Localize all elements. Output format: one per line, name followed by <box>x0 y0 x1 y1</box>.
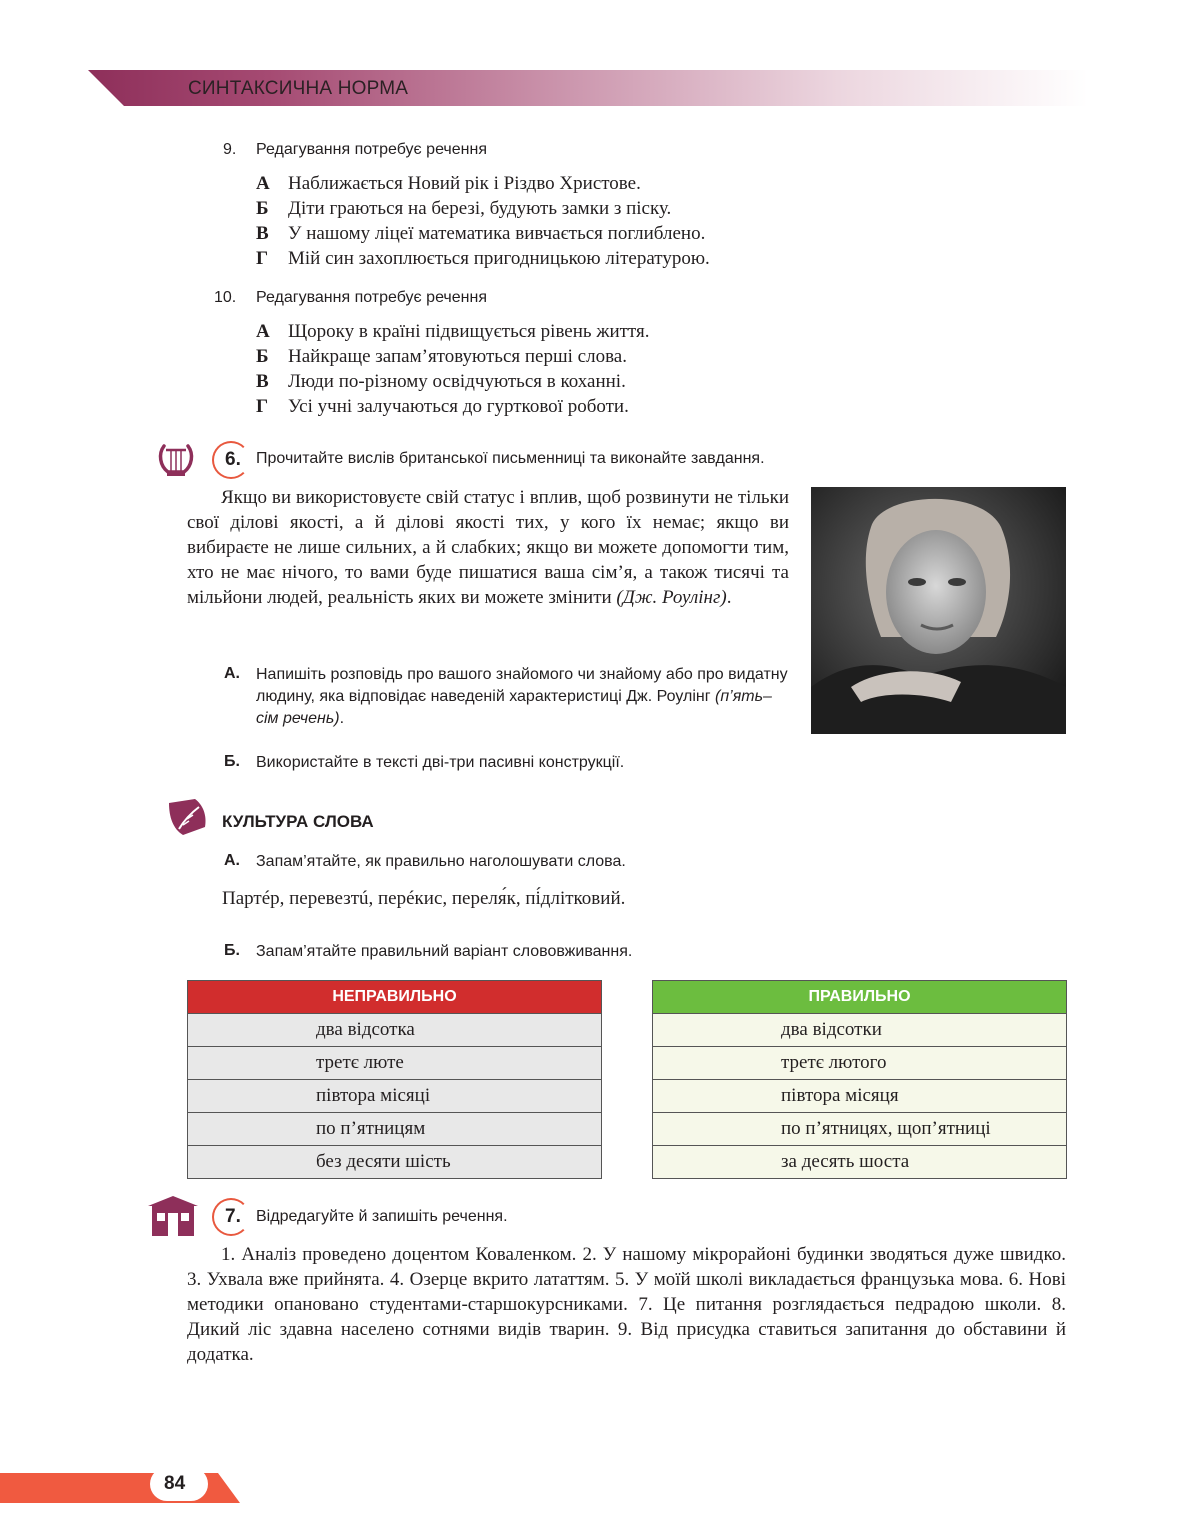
page-number: 84 <box>164 1473 186 1494</box>
stress-words: Партéр, перевезтú, перéкис, переля́к, пі́длітковий. <box>222 888 626 909</box>
task-7-instruction: Відредагуйте й запишіть речення. <box>256 1208 508 1225</box>
table-cell: два відсотки <box>653 1014 1067 1047</box>
table-row <box>188 1080 602 1113</box>
question-10-options <box>256 319 649 419</box>
lyre-icon <box>156 440 196 480</box>
culture-section-title: КУЛЬТУРА СЛОВА <box>222 812 374 831</box>
option: Г Мій син захоплюється пригодницькою літературою. <box>256 248 710 269</box>
question-9-number: 9. <box>223 141 237 158</box>
page-section-title: СИНТАКСИЧНА НОРМА <box>188 78 409 99</box>
house-icon <box>146 1194 200 1238</box>
correct-header: ПРАВИЛЬНО <box>653 981 1067 1014</box>
table-cell: без десяти шість <box>188 1146 602 1179</box>
option: А Щороку в країні підвищується рівень життя. <box>256 321 650 342</box>
table-cell: за десять шоста <box>653 1146 1067 1179</box>
option: А Наближається Новий рік і Різдво Христове. <box>256 173 641 194</box>
author-portrait-image <box>811 487 1066 734</box>
table-row <box>653 1113 1067 1146</box>
task-7-sentences: 1. Аналіз проведено доцентом Коваленком. 2. У нашому мікрорайоні будинки зводяться дуже швидко. 3. Ухвала вже прийнята. 4. Озерце вкрито лататтям. 5. У моїй школі викладається французька мова. 6. Нові методики опановано студентами-старшокурсниками. 7. Це питання розглядається педрадою школи. 8. Дикий ліс здавна населено сотнями видів тварин. 9. Від присудка ставиться запитання до обставини й додатка. <box>187 1244 1066 1365</box>
incorrect-header: НЕПРАВИЛЬНО <box>188 981 602 1014</box>
option: Б Найкраще запам’ятовуються перші слова. <box>256 346 627 367</box>
task-6-sub-b-letter: Б. <box>224 753 240 770</box>
option: В У нашому ліцеї математика вивчається поглиблено. <box>256 223 706 244</box>
table-cell: два відсотка <box>188 1014 602 1047</box>
culture-a-text: Запам’ятайте, як правильно наголошувати слова. <box>256 853 626 870</box>
task-6-quote: Якщо ви використовуєте свій статус і вплив, щоб розвинути не тільки свої ділові якості, а й ділові якості тих, у кого їх немає; якщо ви вибираєте не лише сильних, а й слабких; якщо ви можете допомогти тим, хто не має нічого, то вами буде пишатися ваша сім’я, а також тисячі та мільйони людей, реальність яких ви можете змінити (Дж. Роулінг). <box>187 487 789 608</box>
option: В Люди по-різному освідчуються в коханні. <box>256 371 626 392</box>
correct-usage-table <box>652 980 1067 1179</box>
table-cell: третє лютого <box>653 1047 1067 1080</box>
question-10-text: Редагування потребує речення <box>256 289 487 306</box>
table-row <box>188 1113 602 1146</box>
table-row <box>188 1146 602 1179</box>
task-7-number-badge: 7. <box>212 1198 250 1236</box>
option: Б Діти граються на березі, будують замки з піску. <box>256 198 672 219</box>
task-6-sub-b-text: Використайте в тексті дві-три пасивні конструкції. <box>256 754 625 771</box>
option: Г Усі учні залучаються до гурткової роботи. <box>256 396 629 417</box>
table-cell: по п’ятницях, щоп’ятниці <box>653 1113 1067 1146</box>
task-6-number-badge: 6. <box>212 441 250 479</box>
task-6-instruction: Прочитайте вислів британської письменниці та виконайте завдання. <box>256 450 765 467</box>
task-6-sub-a-text: Напишіть розповідь про вашого знайомого чи знайому або про видатну людину, яка відповідає наведеній характеристиці Дж. Роулінг (п’ять–сім речень). <box>256 666 788 727</box>
table-header-row <box>653 981 1067 1014</box>
task-6-sub-a-letter: А. <box>224 665 240 682</box>
quill-icon <box>165 795 211 839</box>
table-row <box>653 1047 1067 1080</box>
table-cell: по п’ятницям <box>188 1113 602 1146</box>
question-9-text: Редагування потребує речення <box>256 141 487 158</box>
table-header-row <box>188 981 602 1014</box>
table-row <box>653 1080 1067 1113</box>
incorrect-usage-table <box>187 980 602 1179</box>
table-cell: півтора місяця <box>653 1080 1067 1113</box>
table-row <box>653 1014 1067 1047</box>
table-row <box>188 1047 602 1080</box>
question-10-number: 10. <box>214 289 237 306</box>
culture-b-text: Запам’ятайте правильний варіант слововживання. <box>256 943 633 960</box>
culture-a-letter: А. <box>224 852 240 869</box>
table-cell: півтора місяці <box>188 1080 602 1113</box>
culture-b-letter: Б. <box>224 942 240 959</box>
table-cell: третє люте <box>188 1047 602 1080</box>
table-row <box>653 1146 1067 1179</box>
table-row <box>188 1014 602 1047</box>
question-9-options <box>256 171 710 271</box>
